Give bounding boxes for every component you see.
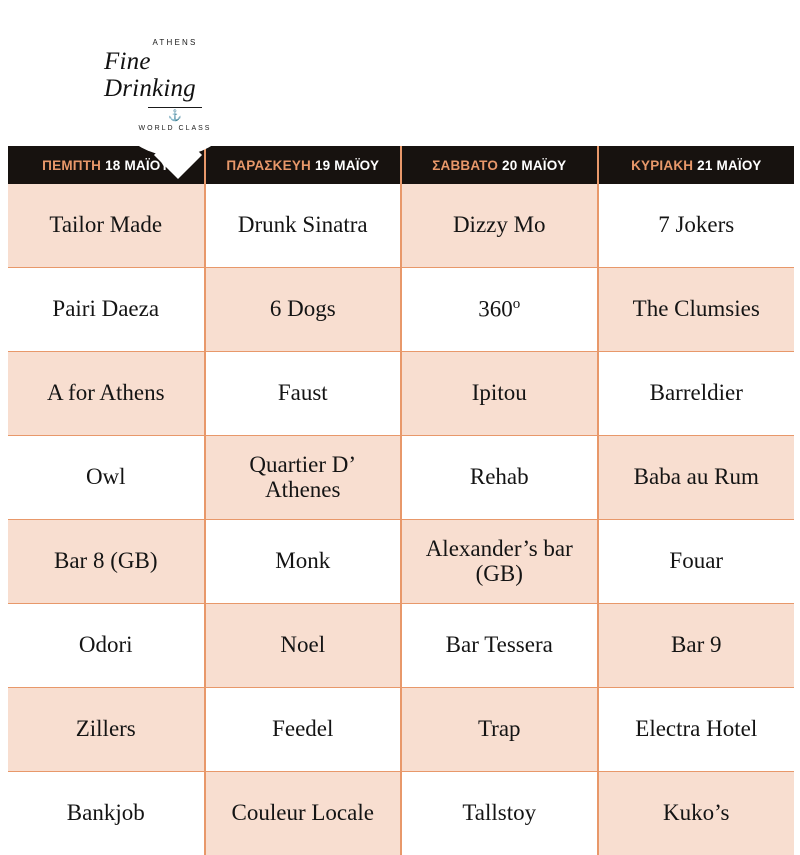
venue-cell: Noel [205, 604, 402, 688]
table-row [8, 688, 794, 772]
schedule-table-container [8, 146, 794, 855]
venue-cell: Pairi Daeza [8, 268, 205, 352]
venue-cell: Alexander’s bar (GB) [401, 520, 598, 604]
column-header-friday [205, 146, 402, 184]
venue-cell: Owl [8, 436, 205, 520]
venue-cell: Ipitou [401, 352, 598, 436]
table-row [8, 436, 794, 520]
table-row [8, 772, 794, 855]
column-header-date: 18 ΜΑΪΟΥ [105, 158, 169, 173]
table-row [8, 184, 794, 268]
venue-cell: 7 Jokers [598, 184, 795, 268]
column-header-date: 19 ΜΑΪΟΥ [315, 158, 379, 173]
venue-cell: Dizzy Mo [401, 184, 598, 268]
venue-cell: Bankjob [8, 772, 205, 855]
table-row [8, 520, 794, 604]
logo-divider [148, 107, 202, 108]
logo-top-text: ATHENS [152, 38, 197, 47]
table-row [8, 268, 794, 352]
table-body [8, 184, 794, 855]
column-header-saturday [401, 146, 598, 184]
venue-cell: Quartier D’ Athenes [205, 436, 402, 520]
venue-cell: Fouar [598, 520, 795, 604]
venue-cell: Couleur Locale [205, 772, 402, 855]
column-header-date: 21 ΜΑΪΟΥ [697, 158, 761, 173]
column-header-date: 20 ΜΑΪΟΥ [502, 158, 566, 173]
column-header-day: ΚΥΡΙΑΚΗ [631, 158, 697, 173]
venue-cell: Electra Hotel [598, 688, 795, 772]
column-header-day: ΠΕΜΠΤΗ [42, 158, 105, 173]
venue-cell: Faust [205, 352, 402, 436]
venue-cell: Trap [401, 688, 598, 772]
venue-cell: Tallstoy [401, 772, 598, 855]
logo-badge [104, 14, 246, 156]
venue-cell: Bar Tessera [401, 604, 598, 688]
venue-cell: Baba au Rum [598, 436, 795, 520]
venue-cell: Odori [8, 604, 205, 688]
venue-cell: Monk [205, 520, 402, 604]
column-header-day: ΠΑΡΑΣΚΕΥΗ [226, 158, 315, 173]
venue-cell: Zillers [8, 688, 205, 772]
venue-cell: Tailor Made [8, 184, 205, 268]
column-header-sunday [598, 146, 795, 184]
venue-cell: 6 Dogs [205, 268, 402, 352]
venue-cell: The Clumsies [598, 268, 795, 352]
venue-cell: Barreldier [598, 352, 795, 436]
venue-cell: Drunk Sinatra [205, 184, 402, 268]
venue-cell: Bar 9 [598, 604, 795, 688]
column-header-day: ΣΑΒΒΑΤΟ [432, 158, 502, 173]
table-row [8, 352, 794, 436]
venue-cell: A for Athens [8, 352, 205, 436]
venue-cell: $360^o$ [401, 268, 598, 352]
venue-cell: Feedel [205, 688, 402, 772]
venue-cell: Bar 8 (GB) [8, 520, 205, 604]
anchor-icon: ⚓ [168, 111, 182, 122]
venue-cell: Kuko’s [598, 772, 795, 855]
table-header-row [8, 146, 794, 184]
venue-cell: Rehab [401, 436, 598, 520]
logo-bottom-text: WORLD CLASS [139, 125, 212, 132]
table-row [8, 604, 794, 688]
schedule-table [8, 146, 794, 855]
logo-main-text: Fine Drinking [104, 49, 246, 102]
